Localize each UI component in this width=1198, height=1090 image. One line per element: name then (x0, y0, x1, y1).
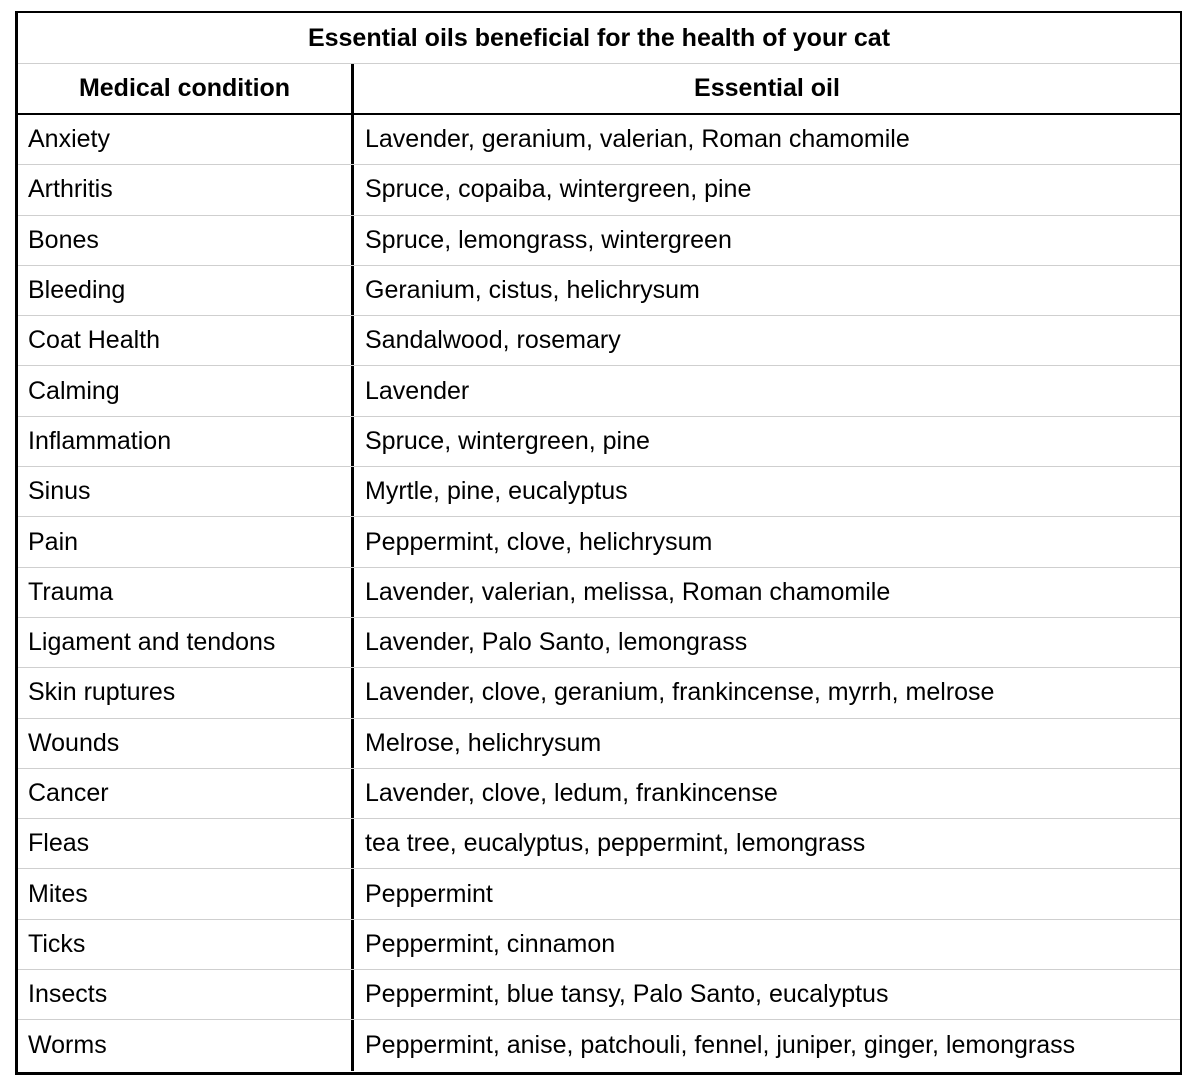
table-row (18, 266, 1180, 316)
medical-condition-cell: Ligament and tendons (18, 618, 354, 667)
table-row (18, 115, 1180, 165)
medical-condition-cell: Anxiety (18, 115, 354, 164)
medical-condition-cell: Calming (18, 366, 354, 415)
essential-oil-cell: Lavender, geranium, valerian, Roman chamomile (365, 125, 910, 154)
table-row (18, 819, 1180, 869)
medical-condition-cell: Fleas (18, 819, 354, 868)
table-row (18, 165, 1180, 215)
table-row (18, 769, 1180, 819)
table-body (18, 115, 1180, 1071)
header-medical-condition: Medical condition (18, 64, 354, 113)
medical-condition-cell: Arthritis (18, 165, 354, 214)
essential-oil-cell: Lavender, clove, geranium, frankincense, myrrh, melrose (365, 678, 995, 707)
essential-oil-cell: Peppermint, blue tansy, Palo Santo, eucalyptus (365, 980, 889, 1009)
essential-oil-cell: Lavender, valerian, melissa, Roman chamomile (365, 577, 891, 606)
medical-condition-cell: Wounds (18, 719, 354, 768)
table-row (18, 216, 1180, 266)
table-row (18, 1020, 1180, 1070)
table-row (18, 517, 1180, 567)
essential-oil-cell: Spruce, copaiba, wintergreen, pine (365, 175, 752, 204)
essential-oil-cell: Lavender (365, 376, 470, 405)
medical-condition-cell: Insects (18, 970, 354, 1019)
essential-oil-cell: Lavender, clove, ledum, frankincense (365, 779, 778, 807)
table-row (18, 668, 1180, 718)
essential-oil-cell: Peppermint, anise, patchouli, fennel, juniper, ginger, lemongrass (365, 1030, 1076, 1059)
medical-condition-cell: Mites (18, 869, 354, 918)
medical-condition-cell: Ticks (18, 920, 354, 969)
essential-oils-table (15, 11, 1182, 1075)
table-row (18, 417, 1180, 467)
table-header-row (18, 64, 1180, 115)
essential-oil-cell: Myrtle, pine, eucalyptus (365, 477, 628, 506)
medical-condition-cell: Worms (18, 1020, 354, 1070)
essential-oil-cell: Peppermint (365, 879, 493, 908)
table-row (18, 366, 1180, 416)
table-row (18, 467, 1180, 517)
medical-condition-cell: Trauma (18, 568, 354, 617)
table-row (18, 618, 1180, 668)
medical-condition-cell: Sinus (18, 467, 354, 516)
table-row (18, 970, 1180, 1020)
medical-condition-cell: Bleeding (18, 266, 354, 315)
medical-condition-cell: Bones (18, 216, 354, 265)
essential-oil-cell: Spruce, wintergreen, pine (365, 426, 650, 455)
essential-oil-cell: Peppermint, cinnamon (365, 929, 616, 958)
medical-condition-cell: Pain (18, 517, 354, 566)
table-title: Essential oils beneficial for the health of your cat (18, 13, 1180, 64)
header-essential-oil: Essential oil (694, 74, 840, 102)
medical-condition-cell: Cancer (18, 769, 354, 818)
medical-condition-cell: Inflammation (18, 417, 354, 466)
medical-condition-cell: Skin ruptures (18, 668, 354, 717)
essential-oil-cell: Peppermint, clove, helichrysum (365, 527, 713, 556)
essential-oil-cell: Spruce, lemongrass, wintergreen (365, 225, 732, 254)
table-row (18, 316, 1180, 366)
table-row (18, 719, 1180, 769)
table-row (18, 869, 1180, 919)
essential-oil-cell: Sandalwood, rosemary (365, 326, 621, 355)
essential-oil-cell: Geranium, cistus, helichrysum (365, 276, 700, 305)
medical-condition-cell: Coat Health (18, 316, 354, 365)
table-row (18, 920, 1180, 970)
essential-oil-cell: Melrose, helichrysum (365, 728, 602, 757)
essential-oil-cell: Lavender, Palo Santo, lemongrass (365, 628, 748, 657)
table-row (18, 568, 1180, 618)
essential-oil-cell: tea tree, eucalyptus, peppermint, lemongrass (365, 829, 866, 858)
